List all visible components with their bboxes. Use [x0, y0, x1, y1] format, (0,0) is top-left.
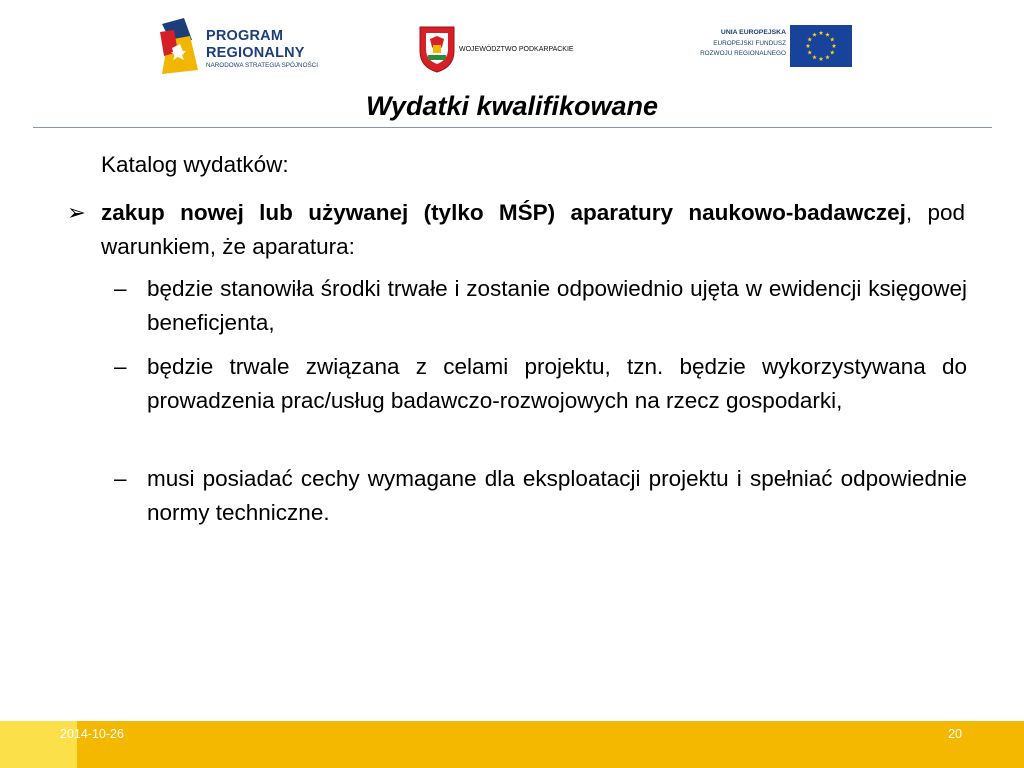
- sub-item-text: musi posiadać cechy wymagane dla eksploatacji projektu i spełniać odpowiednie normy techniczne.: [147, 466, 967, 525]
- footer-bar: [0, 721, 1024, 768]
- wojewodztwo-text: WOJEWÓDZTWO PODKARPACKIE: [459, 46, 574, 53]
- bullet-bold-text: zakup nowej lub używanej (tylko MŚP) aparatury naukowo-badawczej: [101, 200, 906, 225]
- unia-europejska-line2: EUROPEJSKI FUNDUSZ: [713, 39, 786, 47]
- bullet-rest-text: , pod warunkiem, że aparatura:: [101, 200, 966, 259]
- sub-item-text: będzie stanowiła środki trwałe i zostanie odpowiednio ujęta w ewidencji księgowej beneficjenta,: [147, 276, 967, 335]
- slide-title: Wydatki kwalifikowane: [365, 91, 659, 121]
- program-regionalny-tagline: NARODOWA STRATEGIA SPÓJNOŚCI: [206, 62, 318, 69]
- arrow-bullet-icon: ➢: [67, 200, 86, 225]
- bullet-text: [101, 196, 965, 264]
- dash-marker: –: [114, 276, 127, 301]
- dash-marker: –: [114, 466, 127, 491]
- dash-marker: –: [114, 354, 127, 379]
- intro-text: Katalog wydatków:: [101, 152, 289, 177]
- footer-date: 2014-10-26: [60, 727, 124, 741]
- unia-europejska-line3: ROZWOJU REGIONALNEGO: [700, 50, 786, 57]
- program-regionalny-line2: REGIONALNY: [206, 45, 305, 61]
- program-regionalny-line1: PROGRAM: [206, 28, 284, 44]
- sub-item-text: będzie trwale związana z celami projektu, tzn. będzie wykorzystywana do prowadzenia prac/usług badawczo-rozwojowych na rzecz gospodarki,: [147, 354, 967, 413]
- unia-europejska-line1: UNIA EUROPEJSKA: [720, 29, 786, 36]
- page-number: 20: [948, 727, 962, 741]
